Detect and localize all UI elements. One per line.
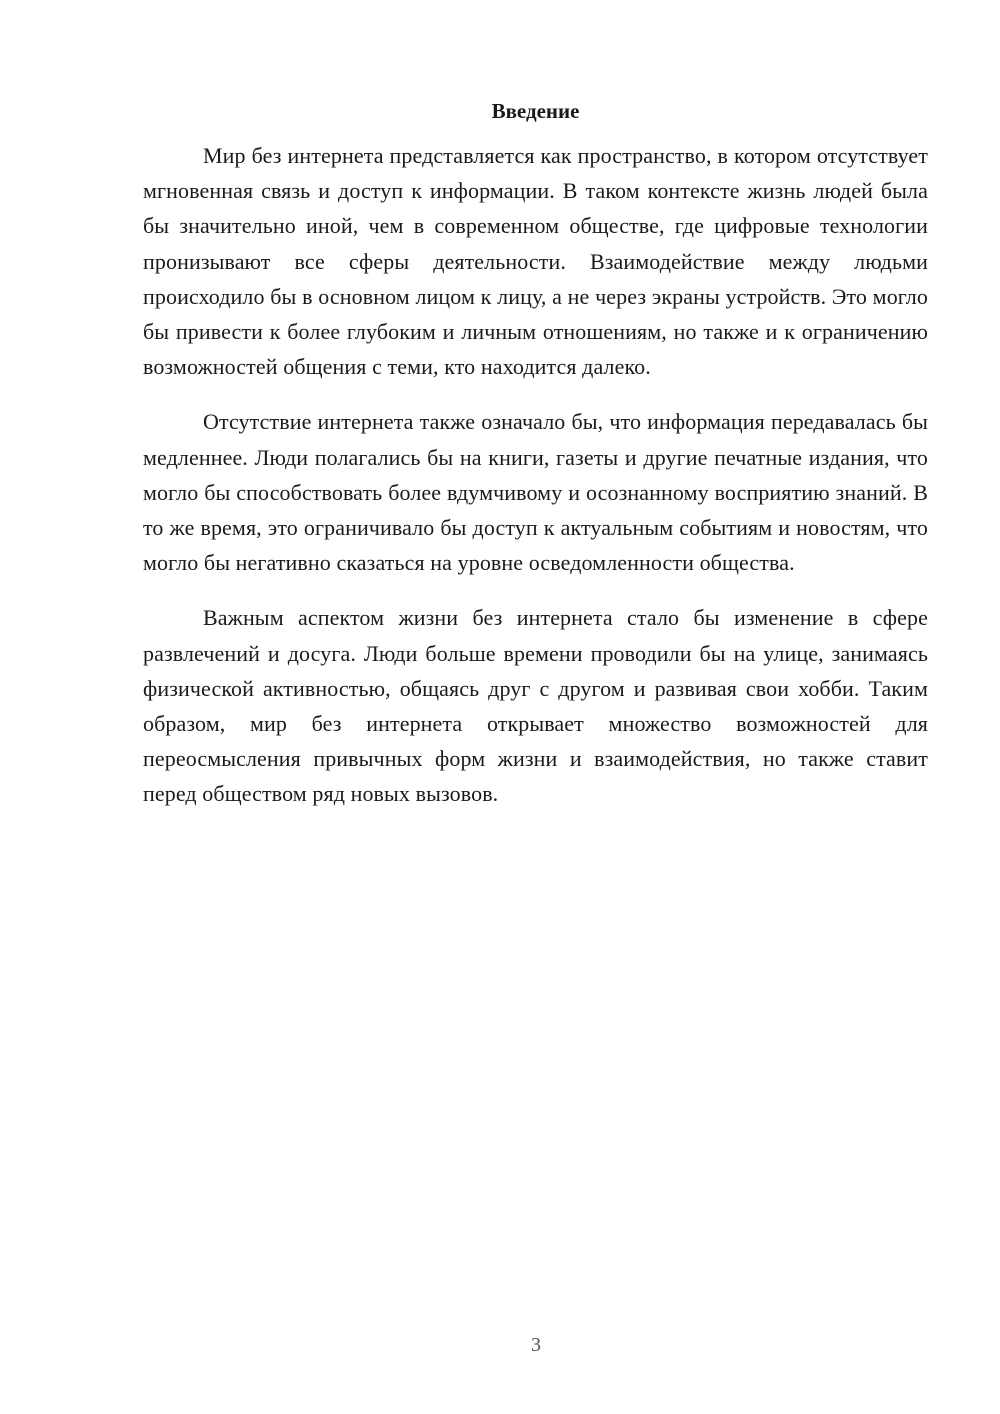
page-body [143,96,928,832]
paragraph-1: Мир без интернета представляется как пространство, в котором отсутствует мгновенная связь и доступ к информации. В таком контексте жизнь людей была бы значительно иной, чем в современном обществе, где цифровые технологии пронизывают все сферы деятельности. Взаимодействие между людьми происходило бы в основном лицом к лицу, а не через экраны устройств. Это могло бы привести к более глубоким и личным отношениям, но также и к ограничению возможностей общения с теми, кто находится далеко. [143,143,928,380]
section-heading: Введение [491,99,580,123]
paragraph-2: Отсутствие интернета также означало бы, что информация передавалась бы медленнее. Люди полагались бы на книги, газеты и другие печатные издания, что могло бы способствовать более вдумчивому и осознанному восприятию знаний. В то же время, это ограничивало бы доступ к актуальным событиям и новостям, что могло бы негативно сказаться на уровне осведомленности общества. [143,409,928,576]
paragraph-3: Важным аспектом жизни без интернета стало бы изменение в сфере развлечений и досуга. Люди больше времени проводили бы на улице, занимаясь физической активностью, общаясь друг с другом и развивая свои хобби. Таким образом, мир без интернета открывает множество возможностей для переосмысления привычных форм жизни и взаимодействия, но также ставит перед обществом ряд новых вызовов. [143,605,928,807]
page-number: 3 [531,1334,541,1356]
